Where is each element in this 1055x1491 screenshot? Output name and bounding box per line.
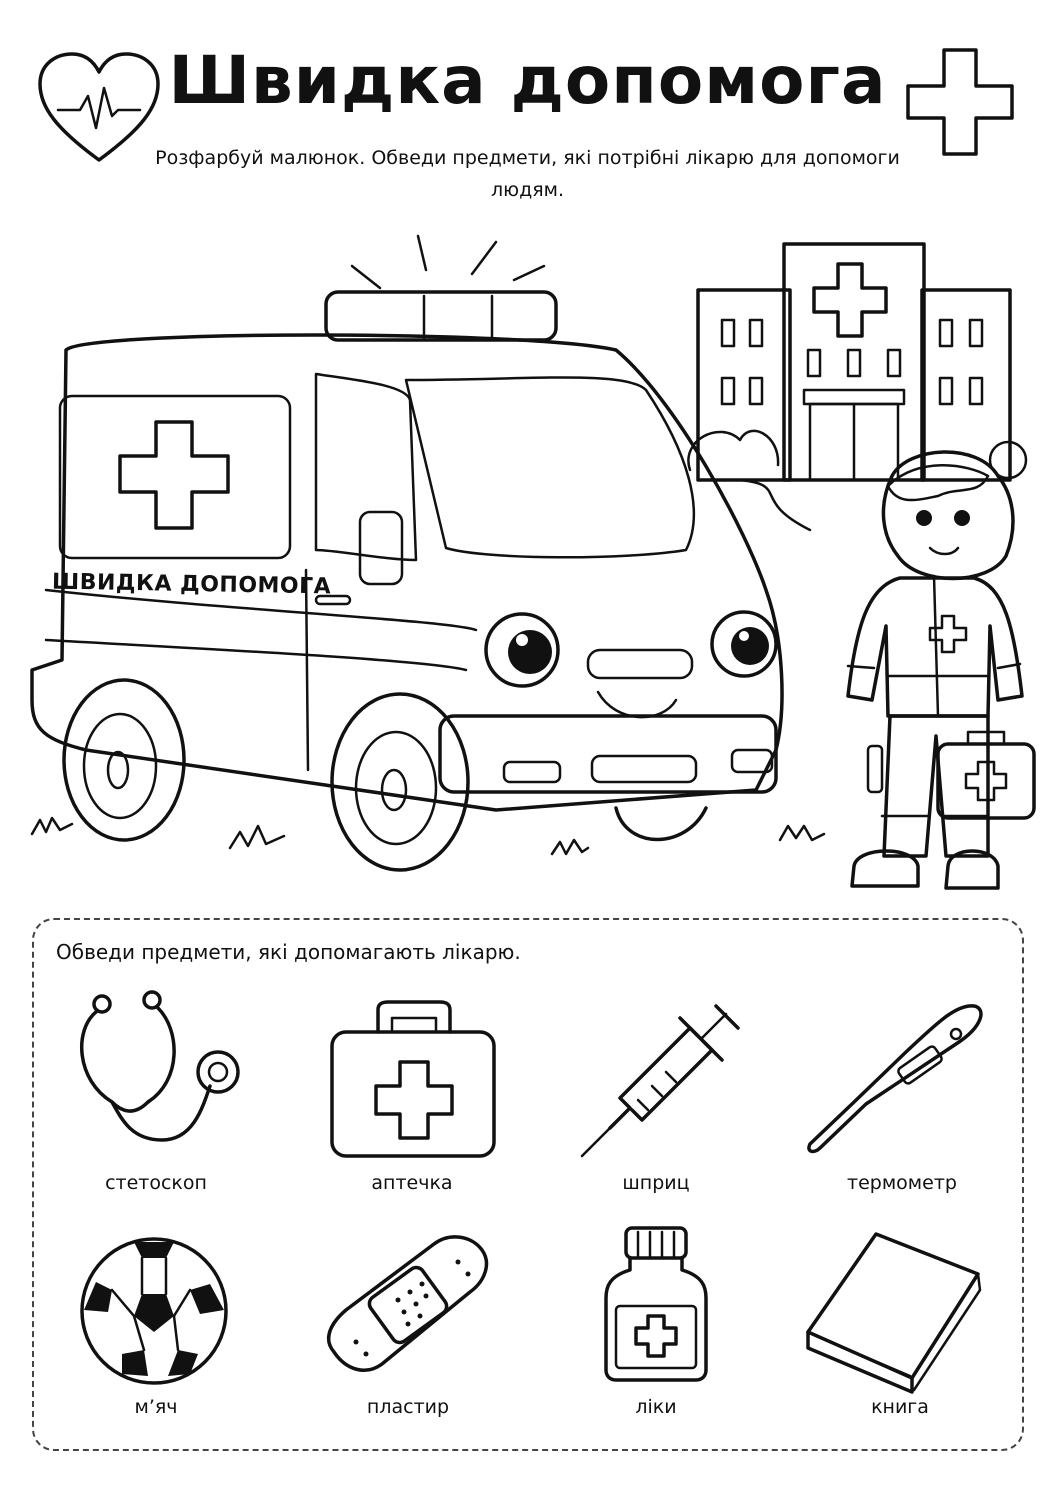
first-aid-kit-icon[interactable] <box>330 1000 498 1160</box>
ambulance-side-text: ШВИДКА ДОПОМОГА <box>51 569 332 600</box>
item-label-book: книга <box>871 1396 929 1418</box>
paramedic-illustration <box>838 436 1038 896</box>
item-label-first-aid-kit: аптечка <box>371 1172 453 1194</box>
page-title: Швидка допомога <box>168 42 887 119</box>
item-label-syringe: шприц <box>622 1172 690 1194</box>
item-label-stethoscope: стетоскоп <box>105 1172 207 1194</box>
ambulance-illustration <box>26 230 796 880</box>
page-subtitle: Розфарбуй малюнок. Обведи предмети, які потрібні лікарю для допомоги людям. <box>155 147 900 201</box>
medical-cross-icon <box>906 48 1014 156</box>
task-instruction: Обведи предмети, які допомагають лікарю. <box>56 940 521 964</box>
item-label-bandage: пластир <box>366 1396 450 1418</box>
syringe-icon[interactable] <box>580 1004 740 1158</box>
item-label-ball: м’яч <box>134 1396 178 1418</box>
bandage-icon[interactable] <box>326 1232 490 1382</box>
thermometer-icon[interactable] <box>806 1004 986 1154</box>
item-label-thermometer: термометр <box>847 1172 957 1194</box>
medicine-bottle-icon[interactable] <box>604 1226 708 1382</box>
stethoscope-icon[interactable] <box>72 990 247 1155</box>
soccer-ball-icon[interactable] <box>78 1236 230 1386</box>
item-label-medicine: ліки <box>635 1396 677 1418</box>
book-icon[interactable] <box>806 1232 982 1382</box>
